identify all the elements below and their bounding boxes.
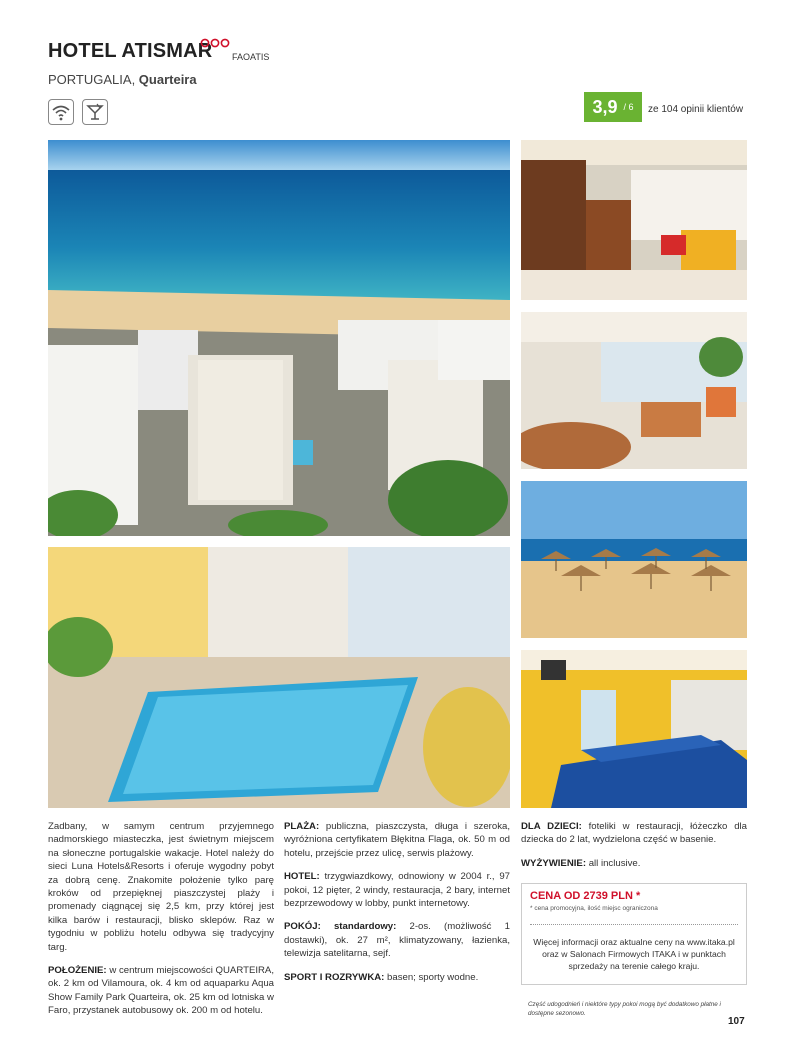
city-name: Quarteira — [138, 72, 197, 87]
location-label: POŁOŻENIE: — [48, 965, 107, 977]
sport-text: basen; sporty wodne. — [384, 971, 479, 983]
rating-max: / 6 — [623, 102, 634, 112]
rating-reviews-count: ze 104 opinii klientów — [648, 104, 744, 115]
hotel-location: PORTUGALIA, Quarteira — [48, 72, 197, 87]
hotel-title: HOTEL ATISMAR — [48, 40, 213, 62]
kids-section — [521, 820, 747, 847]
location-section — [48, 964, 274, 1018]
beach-section — [284, 820, 510, 860]
price-box — [521, 883, 747, 985]
location-text: w centrum miejscowości QUARTEIRA, ok. 2 km od Vilamoura, ok. 4 km od aquaparku Aqua Show Family Park Quarteira, ok. 25 km od lotniska w Faro, przystanek autobusowy ok. 200 m od hotelu. — [48, 965, 274, 1017]
description-column-1 — [48, 820, 274, 1028]
price-info: Więcej informacji oraz aktualne ceny na www.itaka.pl oraz w Salonach Firmowych ITAKA i w punktach sprzedaży na terenie całego kraju. — [533, 937, 735, 971]
description-column-3 — [521, 820, 747, 880]
beach-text: publiczna, piaszczysta, długa i szeroka, wyróżniona certyfikatem Błękitna Flaga, ok. 50 m od hotelu, przejście przez ulicę, serwis plażowy. — [284, 821, 510, 859]
star-rating-icon — [200, 38, 230, 51]
pool-photo — [48, 547, 510, 808]
page-number: 107 — [728, 1016, 745, 1027]
kids-text: foteliki w restauracji, łóżeczko dla dziecka do 2 lat, wydzielona część w basenie. — [521, 821, 747, 846]
hotel-room-photo — [521, 650, 747, 808]
footnote: Część udogodnień i niektóre typy pokoi mogą być dodatkowo płatne i dostępne sezonowo. — [528, 1001, 721, 1017]
room-text: 2-os. (możliwość 1 dostawki), ok. 27 m², klimatyzowany, łazienka, telewizja satelitarna, sejf. — [284, 921, 510, 960]
rating-badge — [584, 92, 642, 122]
lobby-photo — [521, 312, 747, 469]
hotel-code: FAOATIS — [232, 52, 270, 62]
description-column-2 — [284, 820, 510, 994]
cocktail-icon — [82, 99, 108, 125]
board-text: all inclusive. — [586, 857, 641, 869]
hotel-label: HOTEL: — [284, 871, 320, 883]
wifi-icon — [48, 99, 74, 125]
room-type: standardowy: — [320, 921, 397, 933]
hotel-section — [284, 870, 510, 910]
hotel-text: trzygwiazdkowy, odnowiony w 2004 r., 97 pokoi, 12 pięter, 2 windy, restauracja, 2 bary, internet bezprzewodowy w lobby, punkt internetowy. — [284, 871, 510, 910]
room-label: POKÓJ: — [284, 921, 321, 933]
room-section — [284, 920, 510, 960]
country-name: PORTUGALIA — [48, 72, 132, 87]
bar-photo — [521, 140, 747, 300]
kids-label: DLA DZIECI: — [521, 821, 582, 832]
beach-umbrellas-photo — [521, 481, 747, 638]
price-main: CENA OD 2739 PLN * — [530, 890, 641, 902]
beach-label: PLAŻA: — [284, 821, 320, 832]
board-section — [521, 857, 747, 870]
price-note: * cena promocyjna, ilość miejsc ograniczona — [530, 905, 658, 912]
board-label: WYŻYWIENIE: — [521, 857, 587, 869]
sport-section — [284, 971, 510, 984]
aerial-beach-photo — [48, 140, 510, 536]
rating-score: 3,9 — [592, 96, 618, 117]
price-divider — [530, 924, 738, 925]
hotel-intro: Zadbany, w samym centrum przyjemnego nadmorskiego miasteczka, jest świetnym miejscem na słoneczne portugalskie wakacje. Hotel należy do sieci Luna Hotels&Resorts i oferuje wygodny pobyt za dobrą cenę. Znakomite położenie tylko parę kroków od przepięknej piaszczystej plaży i promenady ciągnącej się 2,5 km, przy której jest kilka barów i restauracji, blisko sklepów. Raz w tygodniu w pobliżu hotelu odbywa się tradycyjny targ. — [48, 821, 274, 953]
sport-label: SPORT I ROZRYWKA: — [284, 971, 385, 983]
